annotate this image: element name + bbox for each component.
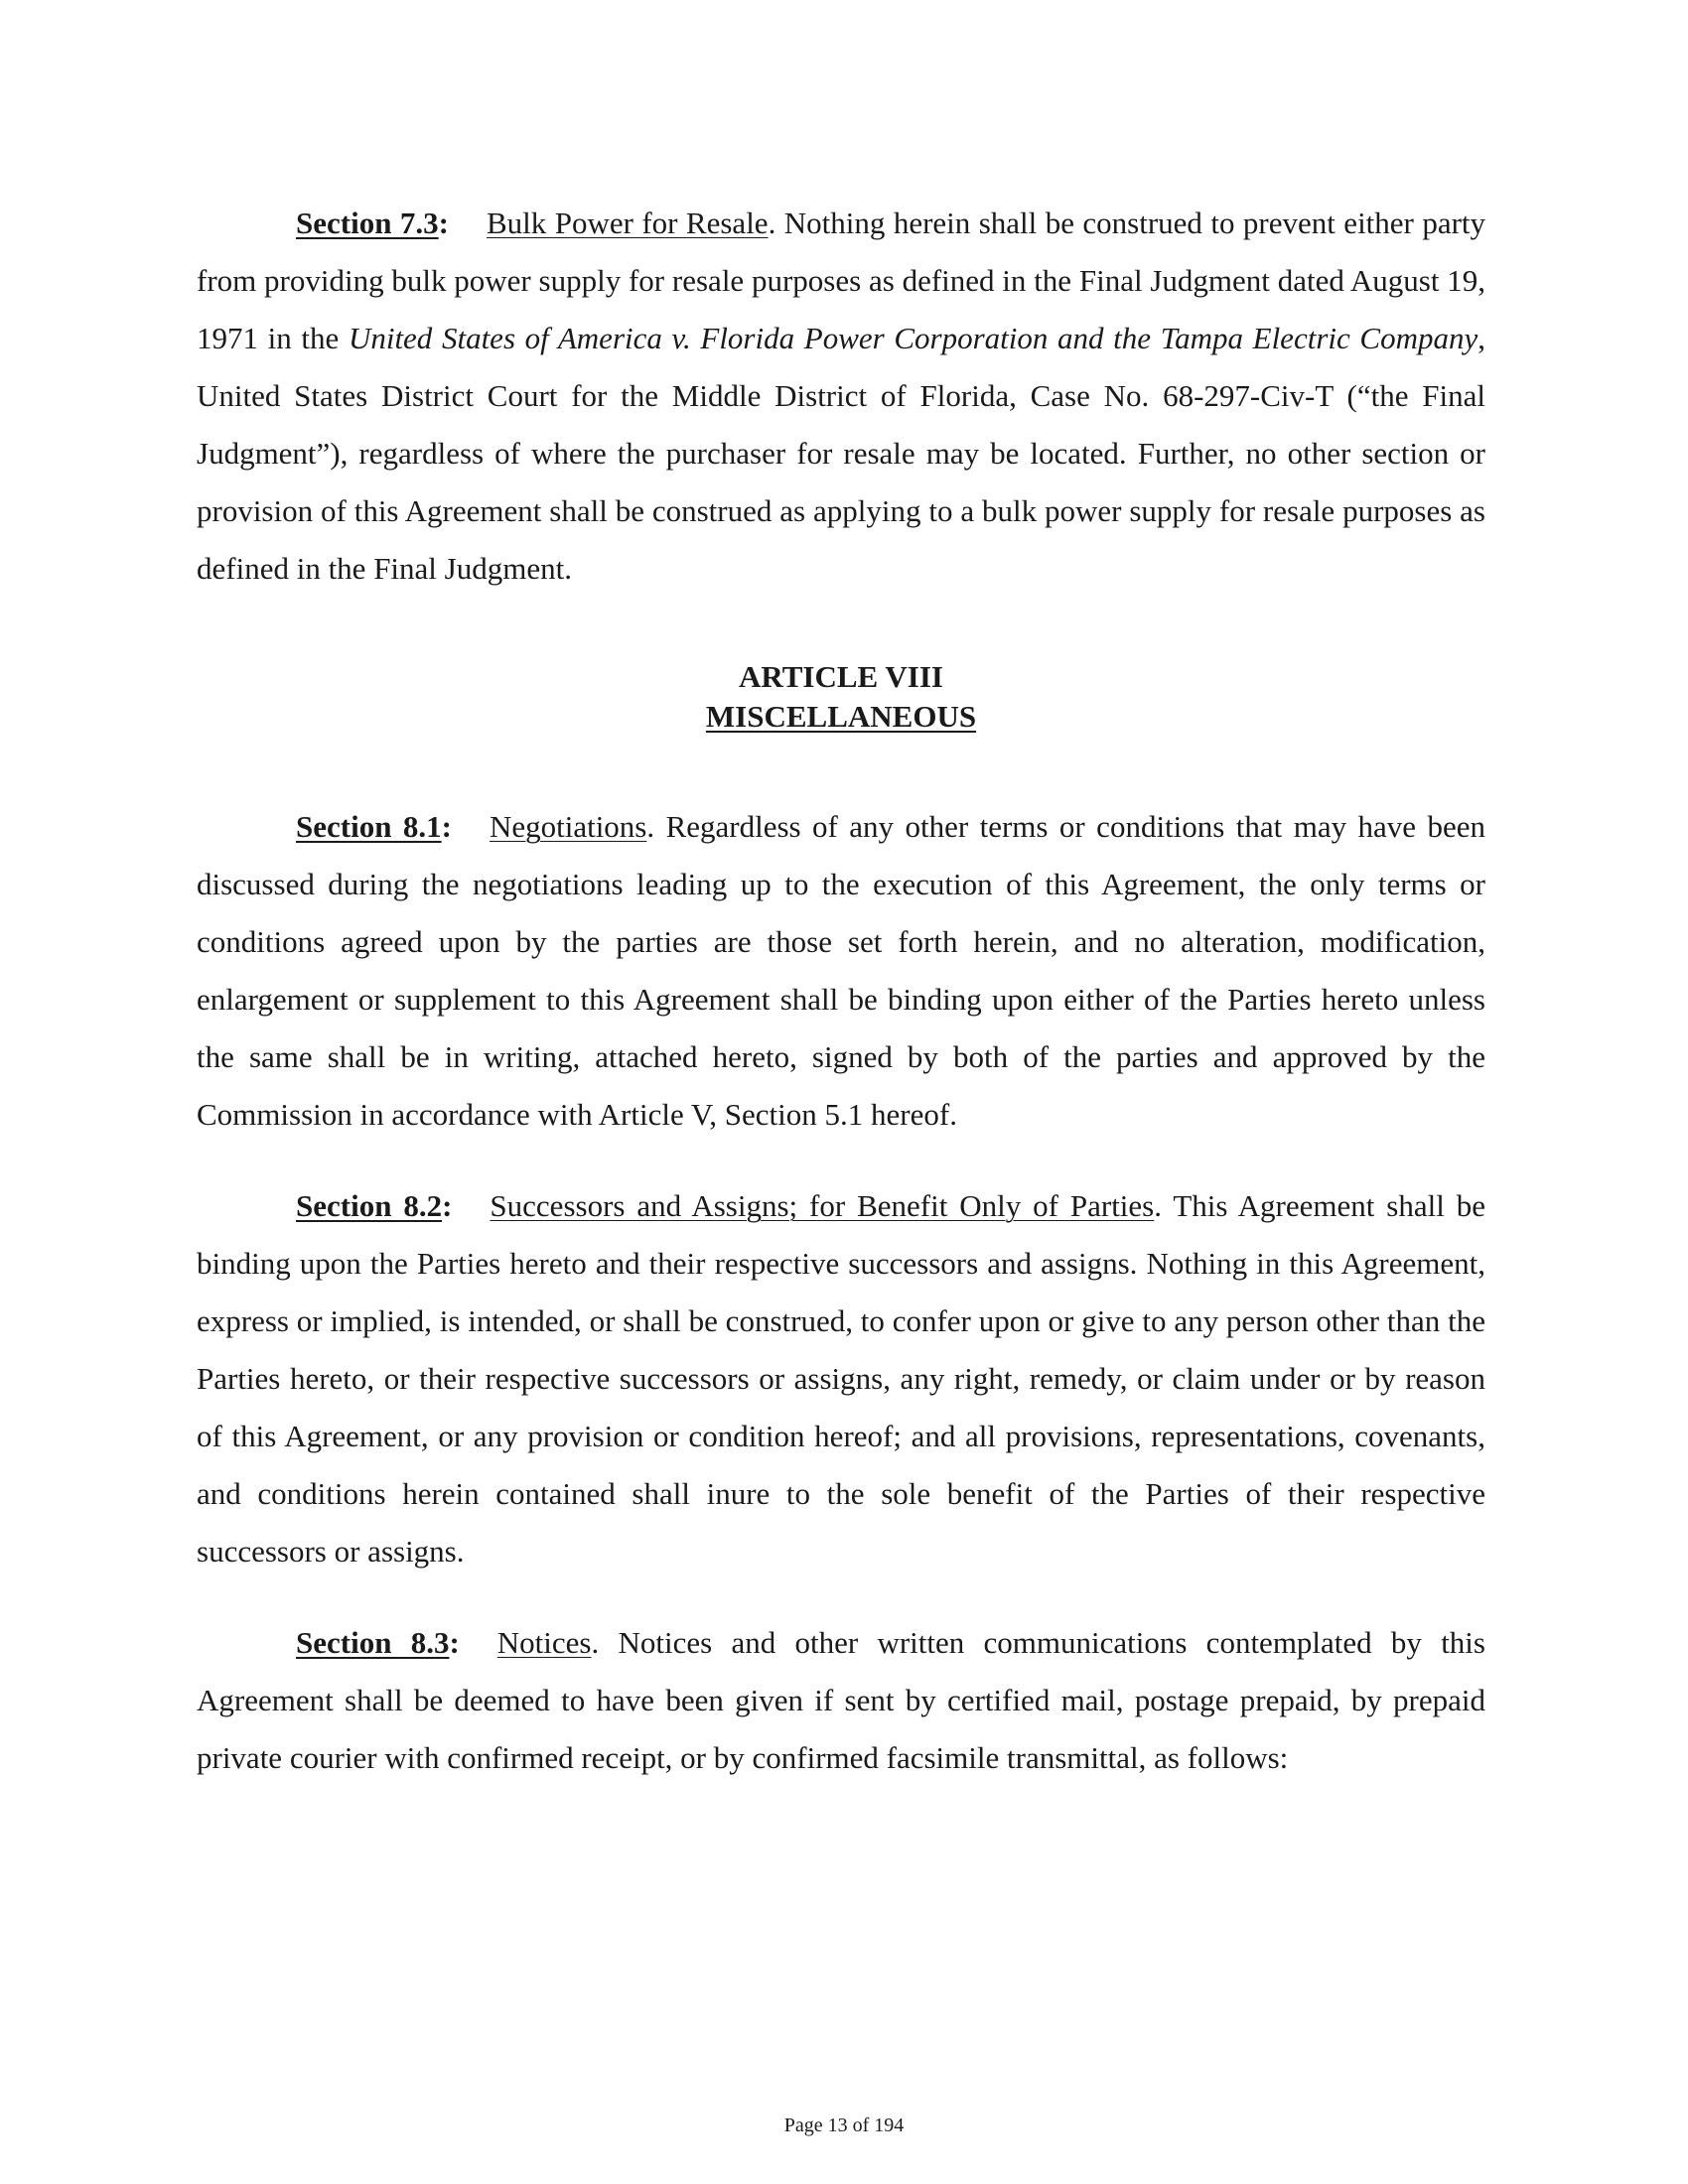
section-8-2-title: Successors and Assigns; for Benefit Only of Parties <box>490 1188 1155 1223</box>
document-page <box>197 195 1485 1787</box>
section-8-2-text: . This Agreement shall be binding upon the Parties hereto and their respective successors and assigns. Nothing in this Agreement, express or implied, is intended, or shall be construed, to confer upon or give to any person other than the Parties hereto, or their respective successors or assigns, any right, remedy, or claim under or by reason of this Agreement, or any provision or condition hereof; and all provisions, representations, covenants, and conditions herein contained shall inure to the sole benefit of the Parties of their respective successors or assigns. <box>197 1188 1485 1569</box>
page-footer <box>0 2115 1688 2137</box>
section-7-3-text-part-2: , United States District Court for the Middle District of Florida, Case No. 68-297-Civ-T (“the Final Judgment”), regardless of where the purchaser for resale may be located. Further, no other section or provision of this Agreement shall be construed as applying to a bulk power supply for resale purposes as defined in the Final Judgment. <box>197 321 1485 586</box>
section-7-3-title: Bulk Power for Resale <box>486 205 769 240</box>
case-name: United States of America v. Florida Power Corporation and the Tampa Electric Company <box>348 321 1478 355</box>
section-7-3-paragraph: Section 7.3: Bulk Power for Resale. Nothing herein shall be construed to prevent either party from providing bulk power supply for resale purposes as defined in the Final Judgment dated August 19, 1971 in the United States of America v. Florida Power Corporation and the Tampa Electric Company, United States District Court for the Middle District of Florida, Case No. 68-297-Civ-T (“the Final Judgment”), regardless of where the purchaser for resale may be located. Further, no other section or provision of this Agreement shall be construed as applying to a bulk power supply for resale purposes as defined in the Final Judgment. <box>197 205 1486 586</box>
section-8-1-number: Section 8.1 <box>296 809 442 844</box>
section-8-3-text: . Notices and other written communications contemplated by this Agreement shall be deemed to have been given if sent by certified mail, postage prepaid, by prepaid private courier with confirmed receipt, or by confirmed facsimile transmittal, as follows: <box>197 1625 1485 1775</box>
section-8-1-title: Negotiations <box>489 809 647 844</box>
section-8-3-title: Notices <box>496 1625 592 1660</box>
article-heading <box>197 657 1485 737</box>
section-7-3-number: Section 7.3 <box>296 205 439 240</box>
section-8-1-paragraph: Section 8.1: Negotiations. Regardless of any other terms or conditions that may have been discussed during the negotiations leading up to the execution of this Agreement, the only terms or conditions agreed upon by the parties are those set forth herein, and no alteration, modification, enlargement or supplement to this Agreement shall be binding upon either of the Parties hereto unless the same shall be in writing, attached hereto, signed by both of the parties and approved by the Commission in accordance with Article V, Section 5.1 hereof. <box>197 809 1485 1132</box>
section-8-3-number: Section 8.3 <box>296 1625 450 1660</box>
article-title: MISCELLANEOUS <box>705 699 977 734</box>
section-8-2-number: Section 8.2 <box>296 1188 443 1223</box>
section-8-3-paragraph: Section 8.3: Notices. Notices and other written communications contemplated by this Agreement shall be deemed to have been given if sent by certified mail, postage prepaid, by prepaid private courier with confirmed receipt, or by confirmed facsimile transmittal, as follows: <box>197 1625 1485 1775</box>
section-8-2-paragraph: Section 8.2: Successors and Assigns; for Benefit Only of Parties. This Agreement shall be binding upon the Parties hereto and their respective successors and assigns. Nothing in this Agreement, express or implied, is intended, or shall be construed, to confer upon or give to any person other than the Parties hereto, or their respective successors or assigns, any right, remedy, or claim under or by reason of this Agreement, or any provision or condition hereof; and all provisions, representations, covenants, and conditions herein contained shall inure to the sole benefit of the Parties of their respective successors or assigns. <box>197 1188 1485 1569</box>
section-7-3-text-part-1: . Nothing herein shall be construed to prevent either party from providing bulk power supply for resale purposes as defined in the Final Judgment dated August 19, 1971 in the <box>197 205 1486 355</box>
section-8-1-text: . Regardless of any other terms or conditions that may have been discussed during the negotiations leading up to the execution of this Agreement, the only terms or conditions agreed upon by the parties are those set forth herein, and no alteration, modification, enlargement or supplement to this Agreement shall be binding upon either of the Parties hereto unless the same shall be in writing, attached hereto, signed by both of the parties and approved by the Commission in accordance with Article V, Section 5.1 hereof. <box>197 809 1485 1132</box>
page-number: Page 13 of 194 <box>783 2115 905 2136</box>
article-number: ARTICLE VIII <box>739 659 943 694</box>
